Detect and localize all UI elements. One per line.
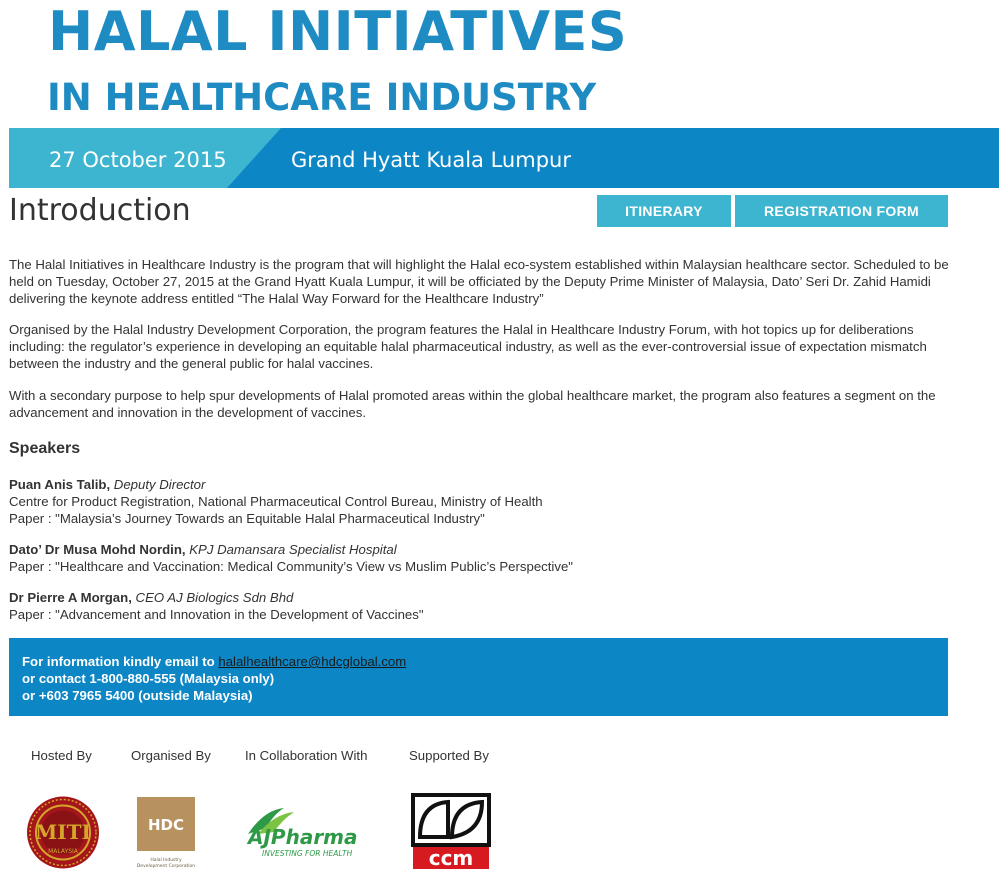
email-prefix: For information kindly email to <box>22 654 219 669</box>
organised-by-label: Organised By <box>131 748 211 763</box>
contact-phone-intl: or +603 7965 5400 (outside Malaysia) <box>22 688 253 703</box>
speaker-role: CEO AJ Biologics Sdn Bhd <box>131 590 294 605</box>
speaker-organisation: Centre for Product Registration, National Pharmaceutical Control Bureau, Ministry of Health <box>9 494 543 509</box>
contact-email-link[interactable]: halalhealthcare@hdcglobal.com <box>218 654 407 669</box>
ajpharma-logo-text: AJPharma <box>248 825 358 849</box>
hdc-subtitle-2: Development Corporation <box>136 864 196 869</box>
introduction-heading: Introduction <box>9 193 191 228</box>
event-title-line1: HALAL INITIATIVES <box>48 0 628 63</box>
intro-paragraph-3: With a secondary purpose to help spur developments of Halal promoted areas within the global healthcare market, the program also features a segment on the advancement and innovation in the development of vaccines. <box>9 388 936 420</box>
speaker-name: Dr Pierre A Morgan, <box>9 590 132 605</box>
contact-info-box <box>9 638 948 716</box>
miti-logo-text: MALAYSIA <box>48 848 78 855</box>
ccm-logo <box>410 792 492 872</box>
speaker-entry <box>9 589 949 623</box>
intro-paragraph-2: Organised by the Halal Industry Development Corporation, the program features the Halal in Healthcare Industry Forum, with hot topics up for deliberations including: the regulator’s experience in developing an equitable halal pharmaceutical industry, as well as the ever-controversial issue of expectation mismatch between the industry and the general public for halal vaccines. <box>9 322 927 371</box>
hdc-logo <box>131 795 203 873</box>
ajpharma-logo <box>244 804 374 859</box>
date-venue-banner <box>9 128 999 188</box>
ccm-logo-text: ccm <box>428 846 474 870</box>
speaker-role: KPJ Damansara Specialist Hospital <box>185 542 397 557</box>
speaker-entry <box>9 476 949 527</box>
supported-by-label: Supported By <box>409 748 489 763</box>
ajpharma-tagline: INVESTING FOR HEALTH <box>262 849 353 858</box>
speaker-name: Dato’ Dr Musa Mohd Nordin, <box>9 542 186 557</box>
speaker-paper: Paper : "Malaysia’s Journey Towards an Equitable Halal Pharmaceutical Industry" <box>9 511 485 526</box>
collaboration-label: In Collaboration With <box>245 748 368 763</box>
event-date: 27 October 2015 <box>49 148 227 172</box>
hdc-subtitle-1: Halal Industry <box>150 858 182 863</box>
hdc-logo-text: HDC <box>147 816 185 834</box>
speakers-heading: Speakers <box>9 440 81 457</box>
svg-text:MITI: MITI <box>35 820 91 844</box>
event-title-line2: IN HEALTHCARE INDUSTRY <box>47 76 597 119</box>
registration-form-button[interactable]: REGISTRATION FORM <box>735 195 948 227</box>
hosted-by-label: Hosted By <box>31 748 92 763</box>
speaker-entry <box>9 541 949 575</box>
speaker-name: Puan Anis Talib, <box>9 477 111 492</box>
speaker-paper: Paper : "Advancement and Innovation in the Development of Vaccines" <box>9 607 424 622</box>
miti-logo <box>24 795 102 870</box>
contact-phone-local: or contact 1-800-880-555 (Malaysia only) <box>22 671 275 686</box>
speaker-paper: Paper : "Healthcare and Vaccination: Medical Community’s View vs Muslim Public’s Perspective" <box>9 559 573 574</box>
intro-paragraph-1: The Halal Initiatives in Healthcare Industry is the program that will highlight the Halal eco-system established within Malaysian healthcare sector. Scheduled to be held on Tuesday, October 27, 2015 at the Grand Hyatt Kuala Lumpur, it will be officiated by the Deputy Prime Minister of Malaysia, Dato’ Seri Dr. Zahid Hamidi delivering the keynote address entitled “The Halal Way Forward for the Healthcare Industry” <box>9 257 949 306</box>
event-venue: Grand Hyatt Kuala Lumpur <box>291 148 571 172</box>
speaker-role: Deputy Director <box>110 477 206 492</box>
itinerary-button[interactable]: ITINERARY <box>597 195 731 227</box>
